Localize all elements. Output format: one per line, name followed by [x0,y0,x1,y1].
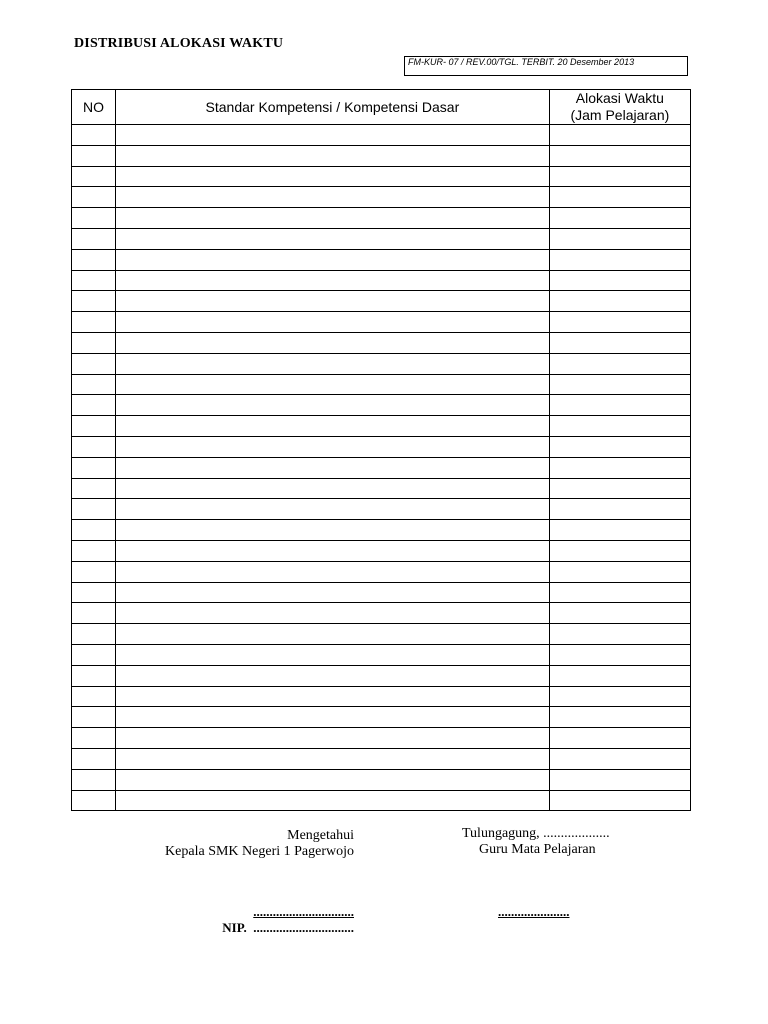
cell-kompetensi[interactable] [116,499,550,520]
cell-alokasi[interactable] [549,374,690,395]
cell-no[interactable] [72,644,116,665]
cell-no[interactable] [72,561,116,582]
signature-left-line1: Mengetahui [287,828,354,843]
cell-no[interactable] [72,125,116,146]
header-alokasi-line2: (Jam Pelajaran) [570,107,670,123]
table-row [72,624,691,645]
cell-no[interactable] [72,603,116,624]
cell-kompetensi[interactable] [116,332,550,353]
cell-kompetensi[interactable] [116,166,550,187]
cell-no[interactable] [72,374,116,395]
table-row [72,478,691,499]
cell-no[interactable] [72,499,116,520]
cell-alokasi[interactable] [549,395,690,416]
cell-kompetensi[interactable] [116,249,550,270]
table-header-row [72,90,691,125]
table-row [72,582,691,603]
cell-alokasi[interactable] [549,457,690,478]
table-row [72,312,691,333]
cell-alokasi[interactable] [549,520,690,541]
document-title: DISTRIBUSI ALOKASI WAKTU [74,36,284,51]
table-row [72,707,691,728]
cell-kompetensi[interactable] [116,707,550,728]
cell-kompetensi[interactable] [116,644,550,665]
cell-alokasi[interactable] [549,291,690,312]
cell-no[interactable] [72,665,116,686]
cell-alokasi[interactable] [549,790,690,811]
table-row [72,748,691,769]
cell-kompetensi[interactable] [116,540,550,561]
table-row [72,332,691,353]
cell-no[interactable] [72,790,116,811]
cell-kompetensi[interactable] [116,561,550,582]
cell-alokasi[interactable] [549,208,690,229]
signature-right-block [462,826,610,858]
cell-alokasi[interactable] [549,728,690,749]
table-row [72,644,691,665]
table-row [72,374,691,395]
signature-right-place-date: Tulungagung, ................... [462,826,610,841]
header-alokasi [549,90,690,125]
cell-alokasi[interactable] [549,312,690,333]
cell-alokasi[interactable] [549,603,690,624]
table-row [72,665,691,686]
cell-kompetensi[interactable] [116,374,550,395]
table-row [72,228,691,249]
cell-kompetensi[interactable] [116,208,550,229]
cell-kompetensi[interactable] [116,270,550,291]
cell-kompetensi[interactable] [116,125,550,146]
cell-no[interactable] [72,312,116,333]
signature-left-name-line: ............................... [253,904,354,919]
cell-no[interactable] [72,416,116,437]
cell-no[interactable] [72,166,116,187]
cell-alokasi[interactable] [549,707,690,728]
cell-no[interactable] [72,291,116,312]
nip-placeholder: ............................... [253,920,354,935]
cell-kompetensi[interactable] [116,665,550,686]
cell-alokasi[interactable] [549,228,690,249]
table-row [72,249,691,270]
cell-alokasi[interactable] [549,499,690,520]
cell-no[interactable] [72,520,116,541]
table-row [72,686,691,707]
table-row [72,561,691,582]
cell-kompetensi[interactable] [116,478,550,499]
signature-left-line2: Kepala SMK Negeri 1 Pagerwojo [165,844,354,859]
cell-alokasi[interactable] [549,416,690,437]
cell-alokasi[interactable] [549,686,690,707]
cell-no[interactable] [72,208,116,229]
table-row [72,270,691,291]
cell-alokasi[interactable] [549,270,690,291]
cell-alokasi[interactable] [549,540,690,561]
form-code-box: FM-KUR- 07 / REV.00/TGL. TERBIT. 20 Desember 2013 [404,56,688,76]
table-row [72,166,691,187]
cell-no[interactable] [72,728,116,749]
cell-no[interactable] [72,187,116,208]
table-row [72,125,691,146]
cell-alokasi[interactable] [549,769,690,790]
table-row [72,145,691,166]
cell-alokasi[interactable] [549,561,690,582]
table-row [72,790,691,811]
cell-kompetensi[interactable] [116,748,550,769]
cell-alokasi[interactable] [549,187,690,208]
table-row [72,603,691,624]
table-row [72,353,691,374]
cell-no[interactable] [72,332,116,353]
cell-no[interactable] [72,478,116,499]
signature-left-nip [222,920,354,936]
cell-kompetensi[interactable] [116,312,550,333]
cell-alokasi[interactable] [549,125,690,146]
cell-no[interactable] [72,540,116,561]
cell-kompetensi[interactable] [116,520,550,541]
cell-no[interactable] [72,270,116,291]
cell-kompetensi[interactable] [116,769,550,790]
table-row [72,540,691,561]
cell-no[interactable] [72,249,116,270]
cell-kompetensi[interactable] [116,353,550,374]
cell-alokasi[interactable] [549,249,690,270]
allocation-table [71,89,691,811]
cell-kompetensi[interactable] [116,624,550,645]
cell-kompetensi[interactable] [116,686,550,707]
table-row [72,187,691,208]
cell-kompetensi[interactable] [116,291,550,312]
signature-right-name-line: ...................... [498,904,570,919]
cell-alokasi[interactable] [549,436,690,457]
cell-alokasi[interactable] [549,582,690,603]
cell-kompetensi[interactable] [116,790,550,811]
table-row [72,436,691,457]
header-no: NO [72,90,116,125]
nip-label: NIP. [222,920,247,935]
table-row [72,291,691,312]
table-row [72,499,691,520]
cell-kompetensi[interactable] [116,582,550,603]
cell-no[interactable] [72,395,116,416]
cell-no[interactable] [72,624,116,645]
cell-no[interactable] [72,686,116,707]
header-kompetensi: Standar Kompetensi / Kompetensi Dasar [116,90,550,125]
table-row [72,457,691,478]
cell-kompetensi[interactable] [116,145,550,166]
header-alokasi-line1: Alokasi Waktu [575,90,664,106]
cell-kompetensi[interactable] [116,457,550,478]
cell-kompetensi[interactable] [116,228,550,249]
cell-alokasi[interactable] [549,353,690,374]
table-row [72,208,691,229]
signature-left-block [165,828,354,860]
cell-no[interactable] [72,353,116,374]
table-row [72,520,691,541]
cell-kompetensi[interactable] [116,395,550,416]
cell-alokasi[interactable] [549,665,690,686]
cell-no[interactable] [72,145,116,166]
cell-alokasi[interactable] [549,145,690,166]
table-row [72,728,691,749]
cell-no[interactable] [72,769,116,790]
cell-no[interactable] [72,457,116,478]
cell-alokasi[interactable] [549,166,690,187]
cell-alokasi[interactable] [549,478,690,499]
table-row [72,769,691,790]
cell-no[interactable] [72,707,116,728]
cell-alokasi[interactable] [549,332,690,353]
cell-no[interactable] [72,436,116,457]
cell-alokasi[interactable] [549,748,690,769]
cell-alokasi[interactable] [549,624,690,645]
cell-no[interactable] [72,228,116,249]
cell-kompetensi[interactable] [116,603,550,624]
cell-no[interactable] [72,582,116,603]
table-row [72,416,691,437]
cell-kompetensi[interactable] [116,436,550,457]
cell-kompetensi[interactable] [116,187,550,208]
table-body [72,125,691,811]
cell-kompetensi[interactable] [116,728,550,749]
signature-right-role: Guru Mata Pelajaran [479,842,596,857]
cell-kompetensi[interactable] [116,416,550,437]
cell-alokasi[interactable] [549,644,690,665]
cell-no[interactable] [72,748,116,769]
table-row [72,395,691,416]
